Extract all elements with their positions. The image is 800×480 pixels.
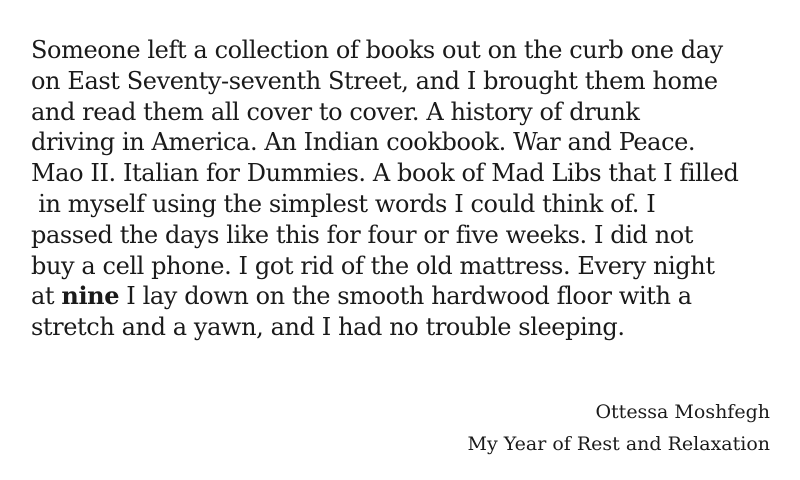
- quote-line: in myself using the simplest words I could think of. I: [31, 189, 656, 218]
- quote-line: Someone left a collection of books out on the curb one day: [31, 36, 723, 64]
- quote-line: on East Seventy-seventh Street, and I brought them home: [31, 66, 718, 95]
- quote-paragraph: [31, 35, 791, 343]
- quote-line: and read them all cover to cover. A history of drunk: [31, 97, 640, 126]
- attribution: [468, 396, 770, 460]
- quote-line: stretch and a yawn, and I had no trouble sleeping.: [31, 313, 625, 342]
- author-name: Ottessa Moshfegh: [595, 401, 770, 423]
- emphasized-word: nine: [61, 281, 120, 311]
- book-title: My Year of Rest and Relaxation: [467, 433, 770, 455]
- quote-line: [31, 281, 791, 312]
- quote-line: Mao II. Italian for Dummies. A book of Mad Libs that I filled: [31, 159, 739, 188]
- quote-text: at: [31, 282, 62, 311]
- quote-line: driving in America. An Indian cookbook. War and Peace.: [31, 128, 696, 157]
- quote-text: I lay down on the smooth hardwood floor with a: [119, 282, 692, 311]
- quote-line: passed the days like this for four or five weeks. I did not: [31, 220, 694, 249]
- quote-line: buy a cell phone. I got rid of the old mattress. Every night: [31, 251, 715, 280]
